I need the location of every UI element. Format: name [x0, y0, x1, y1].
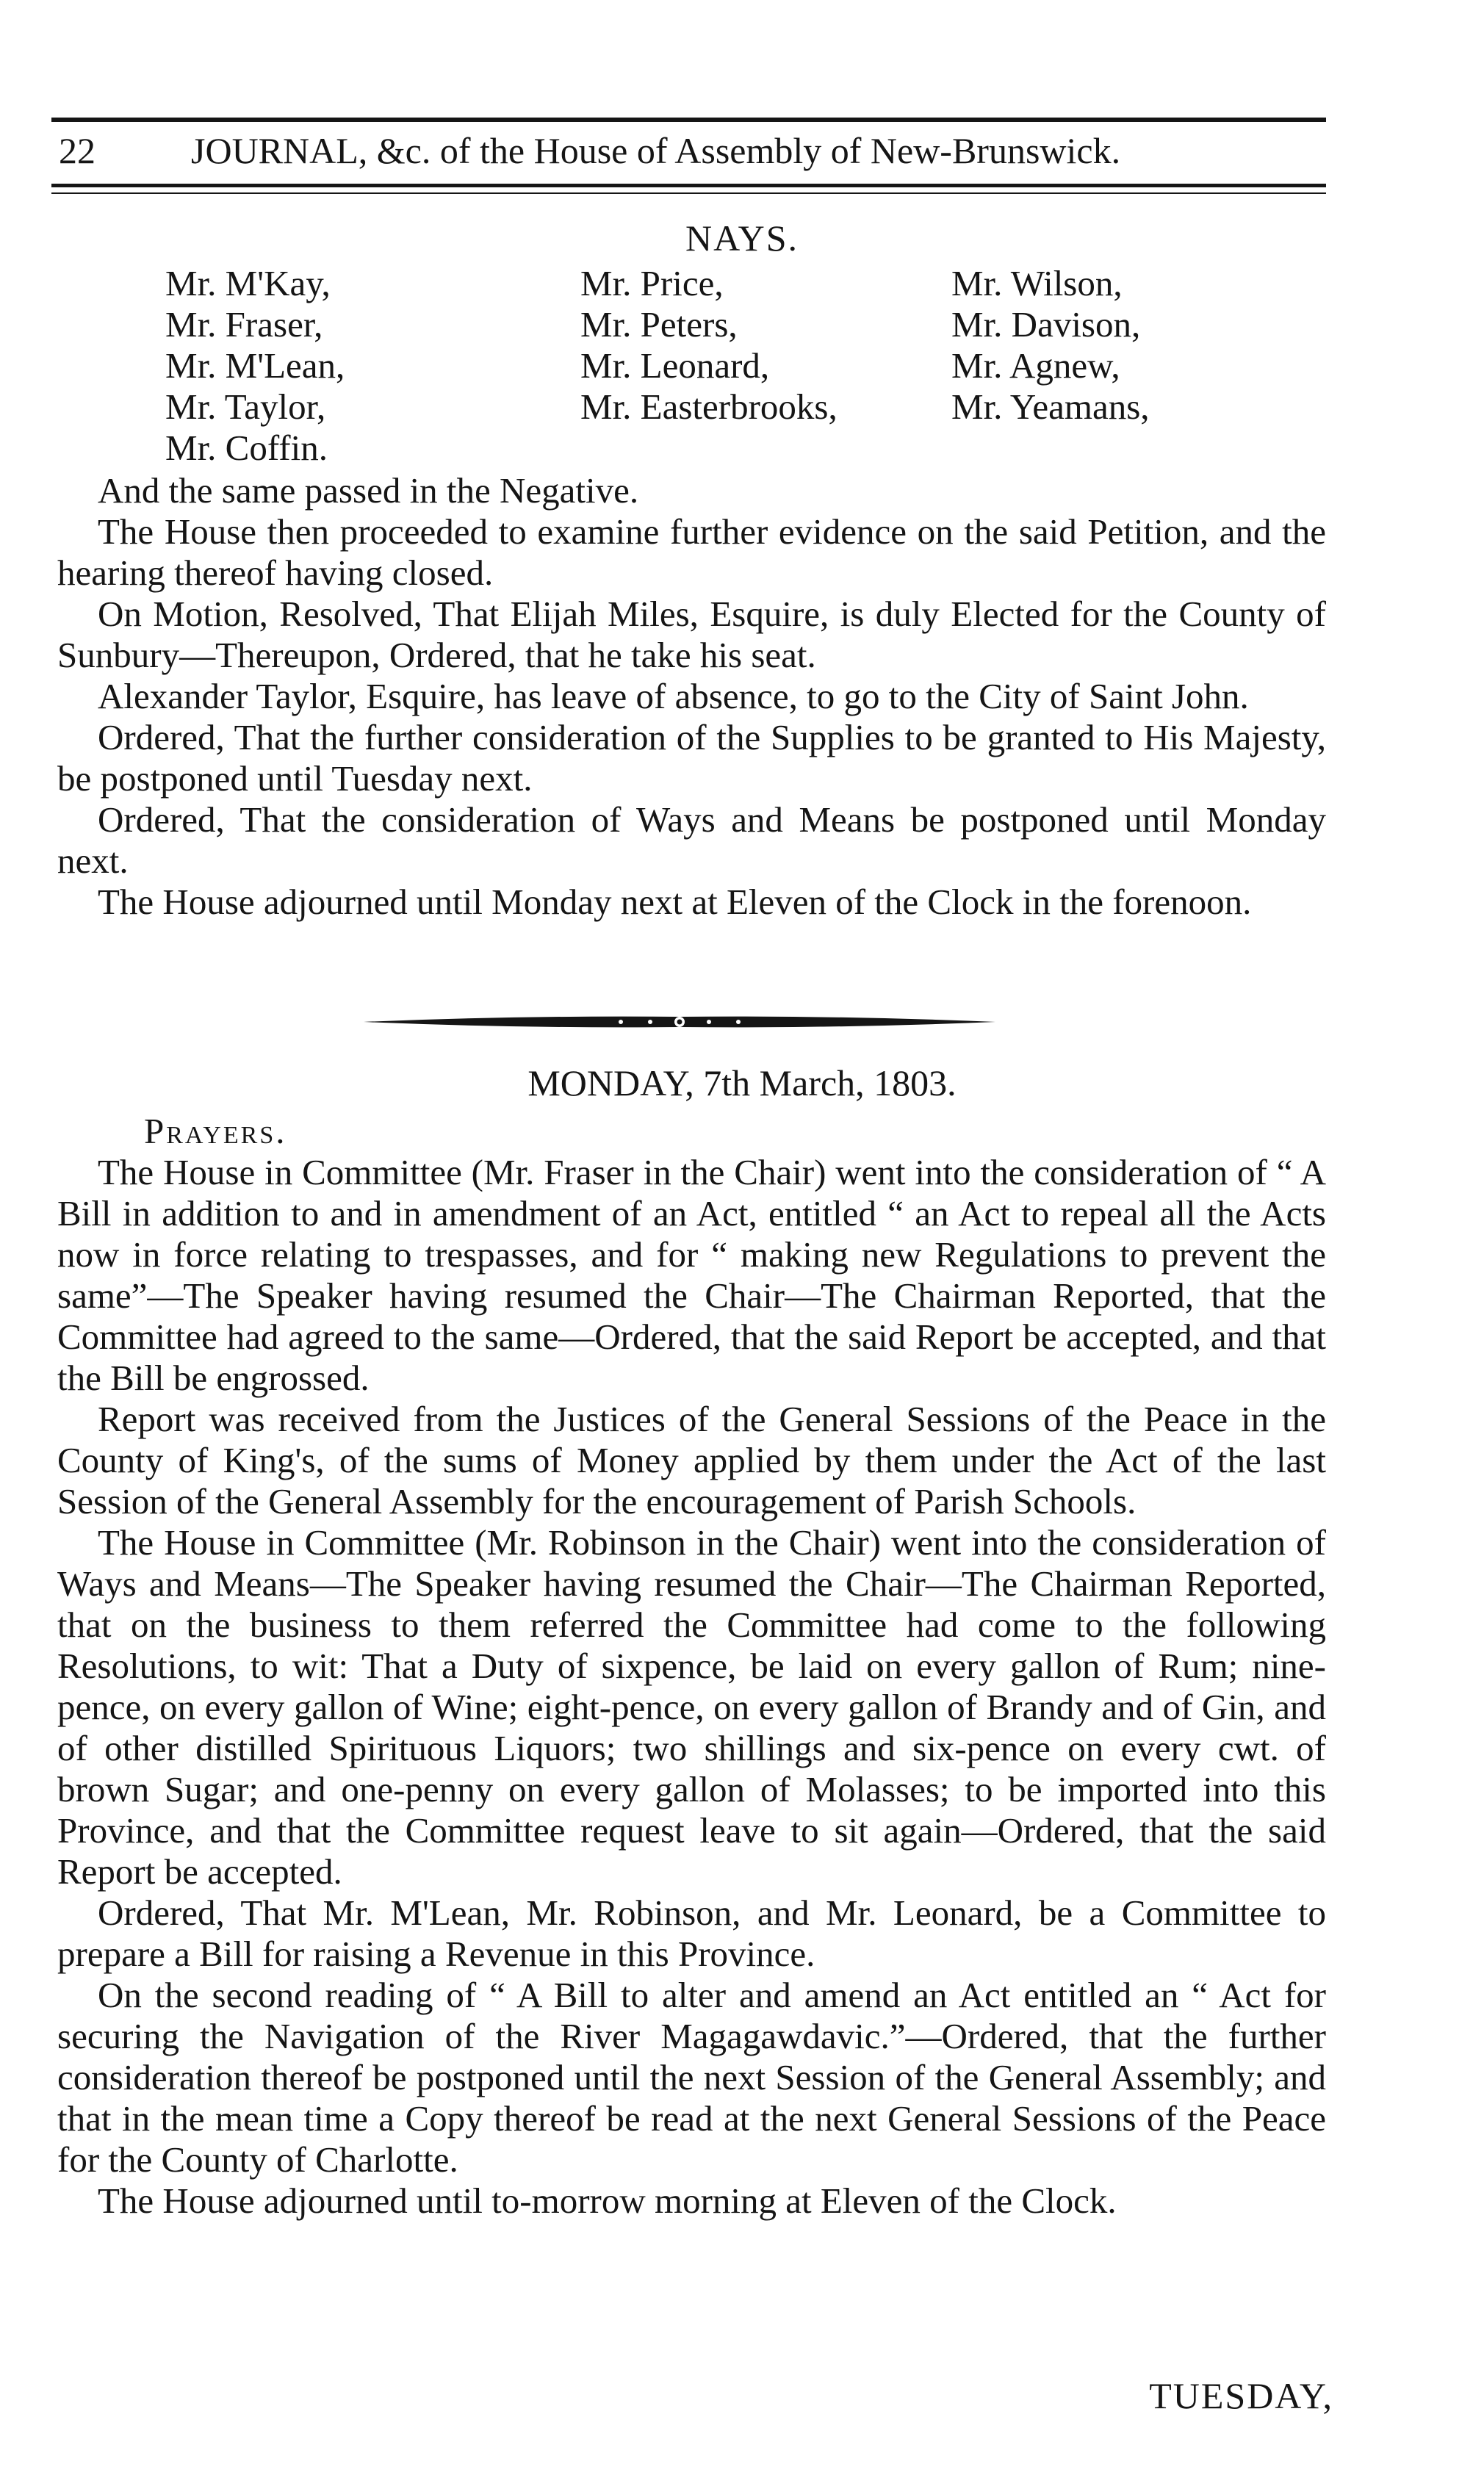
paragraph: The House then proceeded to examine further evidence on the said Petition, and the hearing thereof having closed.	[57, 511, 1326, 593]
nay-name: Mr. M'Kay,	[165, 263, 331, 303]
nay-name: Mr. Coffin.	[165, 428, 328, 468]
nay-name: Mr. Yeamans,	[951, 386, 1150, 427]
running-title: JOURNAL, &c. of the House of Assembly of New-Brunswick.	[191, 130, 1121, 171]
section-divider-ornament	[364, 1014, 995, 1030]
paragraph: Ordered, That the consideration of Ways and Means be postponed until Monday next.	[57, 799, 1326, 881]
paragraph: On Motion, Resolved, That Elijah Miles, Esquire, is duly Elected for the County of Sunbury—Thereupon, Ordered, that he take his seat.	[57, 594, 1326, 675]
paragraph: And the same passed in the Negative.	[98, 470, 639, 511]
nay-name: Mr. Davison,	[951, 304, 1141, 345]
nay-name: Mr. Taylor,	[165, 386, 326, 427]
nay-name: Mr. M'Lean,	[165, 345, 345, 386]
catchword: TUESDAY,	[1149, 2375, 1333, 2416]
nay-name: Mr. Leonard,	[580, 345, 770, 386]
paragraph: Ordered, That the further consideration of the Supplies to be granted to His Majesty, be postponed until Tuesday next.	[57, 717, 1326, 799]
prayers-label: Prayers.	[144, 1111, 287, 1151]
paragraph: The House adjourned until Monday next at Eleven of the Clock in the forenoon.	[98, 882, 1252, 922]
nay-name: Mr. Easterbrooks,	[580, 386, 838, 427]
paragraph: The House in Committee (Mr. Robinson in the Chair) went into the consideration of Ways and Means—The Speaker having resumed the Chair—The Chairman Reported, that on the business to them referred the Committee had come to the following Resolutions, to wit: That a Duty of sixpence, be laid on every gallon of Rum; nine-pence, on every gallon of Wine; eight-pence, on every gallon of Brandy and of Gin, and of other distilled Spirituous Liquors; two shillings and six-pence on every cwt. of brown Sugar; and one-penny on every gallon of Molasses; to be imported into this Province, and that the Committee request leave to sit again—Ordered, that the said Report be accepted.	[57, 1522, 1326, 1892]
page-number: 22	[59, 130, 96, 171]
nay-name: Mr. Fraser,	[165, 304, 323, 345]
header-bottom-rule-thin	[51, 192, 1326, 194]
proceedings-section-1	[57, 470, 1326, 923]
nay-name: Mr. Peters,	[580, 304, 738, 345]
proceedings-section-2	[57, 1111, 1326, 2222]
nay-name: Mr. Agnew,	[951, 345, 1120, 386]
nay-name: Mr. Price,	[580, 263, 724, 303]
paragraph: The House in Committee (Mr. Fraser in the Chair) went into the consideration of “ A Bill in addition to and in amendment of an Act, entitled “ an Act to repeal all the Acts now in force relating to trespasses, and for “ making new Regulations to prevent the same”—The Speaker having resumed the Chair—The Chairman Reported, that the Committee had agreed to the same—Ordered, that the said Report be accepted, and that the Bill be engrossed.	[57, 1152, 1326, 1398]
nay-name: Mr. Wilson,	[951, 263, 1123, 303]
nays-column-2	[580, 263, 838, 428]
paragraph: Report was received from the Justices of the General Sessions of the Peace in the County of King's, of the sums of Money applied by them under the Act of the last Session of the General Assembly for the encouragement of Parish Schools.	[57, 1399, 1326, 1521]
paragraph: The House adjourned until to-morrow morning at Eleven of the Clock.	[98, 2180, 1117, 2221]
paragraph: On the second reading of “ A Bill to alter and amend an Act entitled an “ Act for securing the Navigation of the River Magagawdavic.”—Ordered, that the further consideration thereof be postponed until the next Session of the General Assembly; and that in the mean time a Copy thereof be read at the next General Sessions of the Peace for the County of Charlotte.	[57, 1975, 1326, 2180]
paragraph: Ordered, That Mr. M'Lean, Mr. Robinson, and Mr. Leonard, be a Committee to prepare a Bill for raising a Revenue in this Province.	[57, 1892, 1326, 1974]
nays-column-3	[951, 263, 1150, 428]
running-header	[51, 121, 1326, 180]
paragraph: Alexander Taylor, Esquire, has leave of absence, to go to the City of Saint John.	[98, 676, 1249, 716]
nays-column-1	[165, 263, 345, 469]
header-bottom-rule	[51, 184, 1326, 187]
date-heading: MONDAY, 7th March, 1803.	[527, 1062, 957, 1103]
nays-heading: NAYS.	[685, 217, 799, 259]
